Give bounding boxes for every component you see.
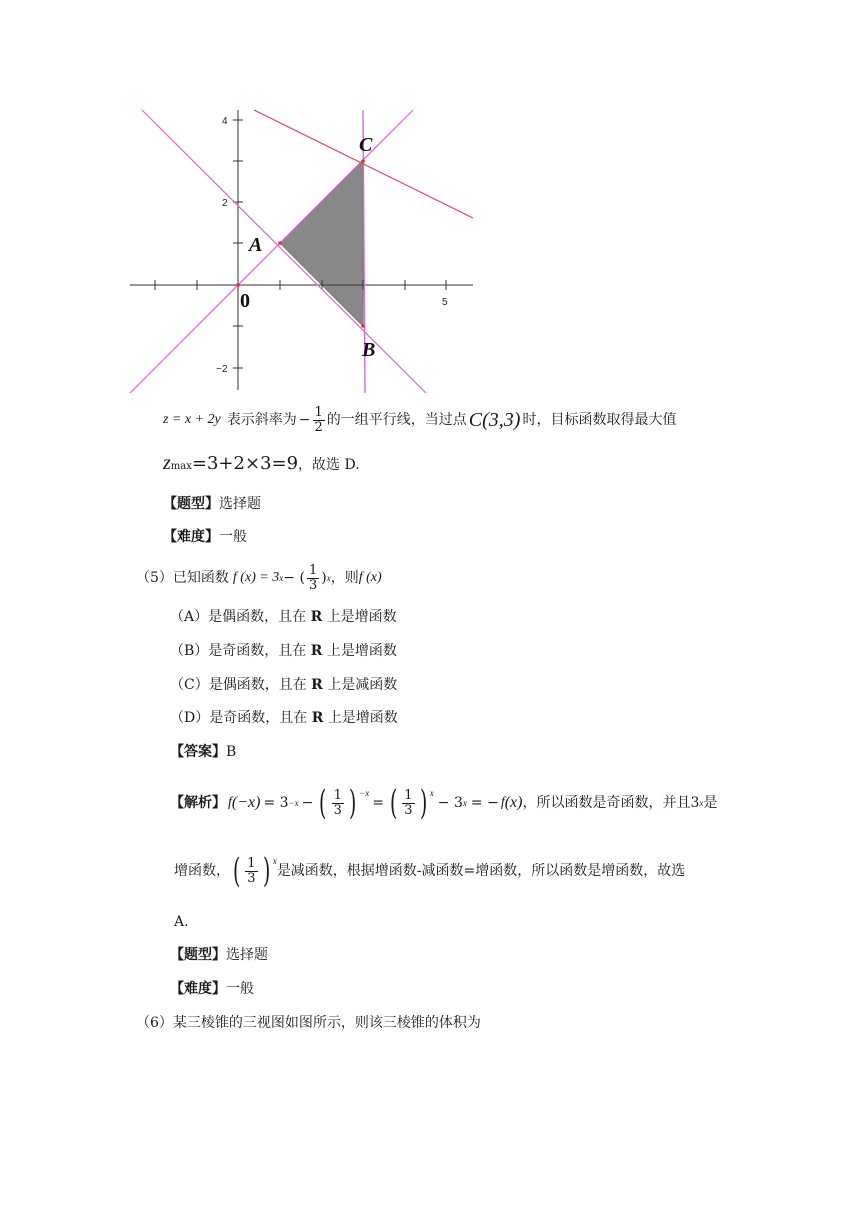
- q5-analysis-exp1: −x: [288, 798, 299, 808]
- option-text-post: 上是增函数: [322, 643, 397, 659]
- feasible-region: [280, 161, 363, 326]
- q5-diff-label: 【难度】: [170, 981, 226, 997]
- frac-den: 3: [247, 870, 256, 886]
- option-bold-r: R: [310, 643, 323, 659]
- q4-parallel-text: 的一组平行线，当过点: [326, 412, 467, 428]
- q5-stem-end: f (x): [358, 570, 382, 585]
- q4-slope-den: 2: [314, 419, 323, 435]
- y-tick-label-4: 4: [222, 116, 228, 127]
- option-text: 是偶函数，且在: [208, 609, 311, 625]
- q5-analysis-text1-end: 是: [703, 795, 718, 811]
- label-point-a: A: [249, 234, 263, 256]
- q6-number: （6）: [136, 1015, 173, 1031]
- q5-analysis-frac3: [245, 857, 257, 886]
- q5-close-exp: x: [326, 573, 331, 583]
- q5-paren-open-1: (: [319, 783, 327, 823]
- q5-analysis-eq3: = −: [470, 795, 499, 811]
- option-bold-r: R: [310, 609, 323, 625]
- q5-analysis-minus3: − 3: [437, 795, 463, 811]
- q5-analysis-label: 【解析】: [170, 795, 226, 811]
- option-text-post: 上是增函数: [322, 609, 397, 625]
- q5-analysis-arg: (−x): [231, 794, 261, 811]
- q5-analysis-line2: [174, 848, 685, 894]
- q5-analysis-line1: [170, 780, 717, 826]
- q5-analysis-line3: A.: [174, 914, 189, 930]
- q5-analysis-3x: 3: [690, 795, 700, 811]
- q5-paren-close-1: ): [348, 783, 357, 823]
- option-bold-r: R: [311, 677, 323, 693]
- origin-marker: [236, 283, 240, 287]
- frac-num: 1: [333, 787, 342, 803]
- q4-slope-text: 表示斜率为: [226, 412, 297, 428]
- q4-zmax-sub: max: [170, 461, 192, 472]
- q5-func-exp: x: [279, 573, 284, 583]
- q5-paren-close-2: ): [419, 783, 427, 823]
- option-letter: （C）: [170, 677, 209, 693]
- q5-frac-num: 1: [308, 562, 318, 578]
- q4-zmax-expr: =3+2×3=9: [191, 453, 299, 474]
- q5-analysis-minus: −: [301, 795, 314, 811]
- q5-difficulty: [170, 980, 254, 998]
- q4-point-c: C(3,3): [468, 409, 521, 431]
- q5-minus: − (: [283, 570, 305, 586]
- q5-frac: [307, 564, 319, 593]
- option-letter: （D）: [170, 710, 210, 726]
- line-x-plus-y-eq-2: [142, 110, 426, 393]
- q5-analysis-arg2: (x): [504, 794, 523, 811]
- q5-paren-open-2: (: [389, 783, 398, 823]
- q5-number: （5）: [136, 570, 173, 586]
- q5-analysis-frac2: [402, 789, 414, 818]
- q5-analysis-line2-post: 是减函数，根据增函数-减函数=增函数，所以函数是增函数，故选: [276, 863, 686, 879]
- q4-max-text: 时，目标函数取得最大值: [522, 412, 677, 428]
- q4-type: [163, 495, 261, 513]
- q5-option-d: [170, 709, 398, 727]
- y-tick-label-2: 2: [222, 198, 228, 209]
- q4-difficulty: [163, 528, 247, 546]
- q4-zmax-line: [163, 452, 360, 478]
- frac-num: 1: [247, 855, 256, 871]
- feasible-region-graph: [128, 108, 478, 393]
- q5-option-a: [170, 608, 397, 626]
- q5-analysis-exp2: −x: [359, 788, 370, 798]
- q4-type-value: 选择题: [219, 496, 261, 512]
- q5-paren-close-3: ): [262, 851, 270, 891]
- q5-analysis-f: f: [228, 795, 232, 810]
- q5-analysis-f2: f: [500, 795, 505, 810]
- q4-slope-sign: −: [298, 412, 311, 428]
- option-letter: （A）: [170, 609, 209, 625]
- q4-slope-num: 1: [314, 404, 323, 420]
- q5-stem-post: ，则: [330, 570, 359, 586]
- y-tick-label-neg2: −2: [216, 364, 228, 375]
- q5-analysis-exp3: x: [429, 788, 434, 798]
- q6-stem: [136, 1014, 481, 1032]
- q5-analysis-line2-pre: 增函数，: [174, 863, 230, 879]
- frac-den: 3: [333, 802, 342, 818]
- option-text-post: 上是增函数: [323, 710, 398, 726]
- q6-stem-text: 某三棱锥的三视图如图所示，则该三棱锥的体积为: [172, 1015, 481, 1031]
- q5-analysis-line2-exp: x: [272, 856, 277, 866]
- label-point-b: B: [362, 339, 376, 361]
- point-b-marker: [361, 324, 365, 328]
- label-origin: 0: [240, 290, 250, 312]
- q5-analysis-eq1: = 3: [263, 795, 289, 811]
- q5-option-b: [170, 642, 397, 660]
- frac-den: 3: [404, 802, 413, 818]
- q5-stem-pre: 已知函数: [172, 570, 229, 586]
- q5-analysis-3x-exp: x: [699, 798, 704, 808]
- q4-slope-fraction: [313, 406, 325, 435]
- q4-line1: [163, 405, 676, 435]
- q5-analysis-exp4: x: [462, 798, 467, 808]
- x-tick-label-5: 5: [442, 297, 448, 308]
- option-letter: （B）: [170, 643, 209, 659]
- point-c-marker: [361, 159, 365, 163]
- q5-analysis-eq2: =: [372, 795, 384, 811]
- q5-diff-value: 一般: [226, 981, 254, 997]
- option-text: 是偶函数，且在: [208, 677, 312, 693]
- q4-diff-label: 【难度】: [163, 529, 219, 545]
- option-bold-r: R: [311, 710, 324, 726]
- q5-func: f (x) = 3: [232, 570, 280, 585]
- q5-stem: [136, 560, 382, 596]
- q5-type-value: 选择题: [226, 947, 268, 963]
- q5-frac-den: 3: [308, 577, 318, 593]
- option-text-post: 上是减函数: [322, 677, 398, 693]
- frac-num: 1: [404, 787, 413, 803]
- label-point-c: C: [359, 134, 373, 156]
- q5-answer: [170, 743, 236, 761]
- q5-option-c: [170, 676, 397, 694]
- q5-type: [170, 946, 268, 964]
- q4-type-label: 【题型】: [163, 496, 219, 512]
- q4-diff-value: 一般: [219, 529, 247, 545]
- q4-zmax-z: z: [163, 452, 171, 474]
- option-text: 是奇函数，且在: [208, 643, 311, 659]
- q5-analysis-frac1: [332, 789, 344, 818]
- q4-objective-expr: z = x + 2y: [163, 412, 221, 427]
- q4-choose-d: ，故选 D.: [298, 457, 360, 473]
- q5-analysis-text1: ，所以函数是奇函数，并且: [522, 795, 691, 811]
- q5-type-label: 【题型】: [170, 947, 226, 963]
- point-a-marker: [278, 241, 282, 245]
- q5-paren-open-3: (: [232, 851, 241, 891]
- option-text: 是奇函数，且在: [209, 710, 312, 726]
- q5-answer-label: 【答案】: [170, 744, 226, 760]
- q5-answer-value: B: [226, 744, 237, 760]
- q5-close: ): [321, 570, 327, 586]
